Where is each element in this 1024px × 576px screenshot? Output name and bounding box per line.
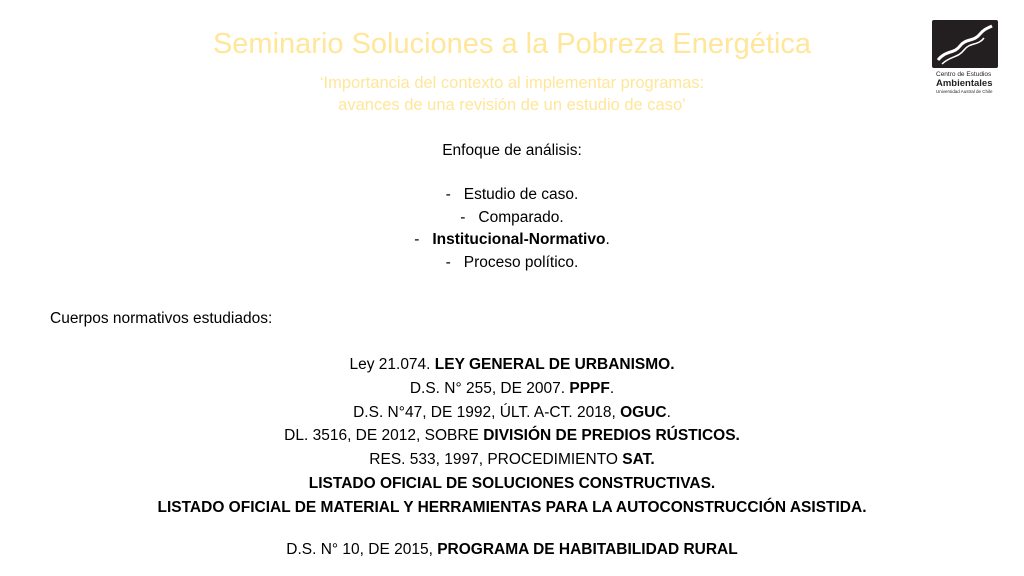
norm-bold: DIVISIÓN DE PREDIOS RÚSTICOS. xyxy=(483,427,740,445)
bullet-dash: - xyxy=(414,231,420,248)
norm-bold: SAT. xyxy=(622,451,655,469)
norm-text: D.S. N°47, DE 1992, ÚLT. A-CT. 2018, xyxy=(353,403,621,421)
norms-list xyxy=(0,353,1024,520)
logo-line-1: Centro de Estudios xyxy=(936,71,992,78)
list-item xyxy=(0,448,1024,472)
list-item xyxy=(0,377,1024,401)
norm-text: RES. 533, 1997, PROCEDIMIENTO xyxy=(369,451,623,469)
bullet-dash: - xyxy=(445,253,451,271)
list-item xyxy=(0,353,1024,377)
norm-text: DL. 3516, DE 2012, SOBRE xyxy=(284,427,484,445)
center-logo xyxy=(932,20,998,102)
item-text: Estudio de caso. xyxy=(463,186,579,203)
item-text: Comparado. xyxy=(478,208,564,226)
norm-text: D.S. N° 10, DE 2015, xyxy=(286,541,438,558)
norm-bold: PROGRAMA DE HABITABILIDAD RURAL xyxy=(437,541,738,558)
norm-bold: LISTADO OFICIAL DE SOLUCIONES CONSTRUCTIVAS. xyxy=(308,474,716,492)
bullet-dash: - xyxy=(460,208,466,226)
norm-text: D.S. N° 255, DE 2007. xyxy=(409,379,570,397)
logo-line-3: Universidad Austral de Chile xyxy=(936,89,993,94)
subtitle-line-2: avances de una revisión de un estudio de caso’ xyxy=(338,96,686,114)
list-item xyxy=(0,496,1024,520)
norm-bold: LISTADO OFICIAL DE MATERIAL Y HERRAMIENTAS PARA LA AUTOCONSTRUCCIÓN ASISTIDA. xyxy=(157,498,867,516)
logo-emblem xyxy=(932,20,998,68)
norm-bold: PPPF xyxy=(569,379,610,397)
slide-title: Seminario Soluciones a la Pobreza Energética xyxy=(212,28,812,60)
list-item xyxy=(0,424,1024,448)
norm-bold: OGUC xyxy=(620,403,667,421)
norms-heading: Cuerpos normativos estudiados: xyxy=(50,310,273,327)
norm-text: Ley 21.074. xyxy=(349,356,435,373)
bullet-dash: - xyxy=(445,186,451,203)
norm-tail: . xyxy=(609,379,615,397)
list-item xyxy=(0,207,1024,230)
list-item xyxy=(0,229,1024,252)
norm-bold: LEY GENERAL DE URBANISMO. xyxy=(434,356,675,373)
list-item xyxy=(0,401,1024,425)
list-item xyxy=(0,252,1024,275)
item-text: Proceso político. xyxy=(463,253,579,271)
item-text-bold: Institucional-Normativo xyxy=(432,231,606,248)
approach-list xyxy=(0,184,1024,274)
logo-line-2: Ambientales xyxy=(936,78,993,89)
slide-subtitle xyxy=(0,72,1024,116)
logo-text xyxy=(936,71,1000,95)
item-text-tail: . xyxy=(605,231,610,248)
list-item xyxy=(0,472,1024,496)
final-norm-item xyxy=(0,539,1024,561)
subtitle-line-1: ‘Importancia del contexto al implementar programas: xyxy=(319,74,705,92)
approach-heading: Enfoque de análisis: xyxy=(442,142,582,159)
norm-tail: . xyxy=(666,403,671,421)
river-icon xyxy=(932,20,998,68)
list-item xyxy=(0,184,1024,207)
